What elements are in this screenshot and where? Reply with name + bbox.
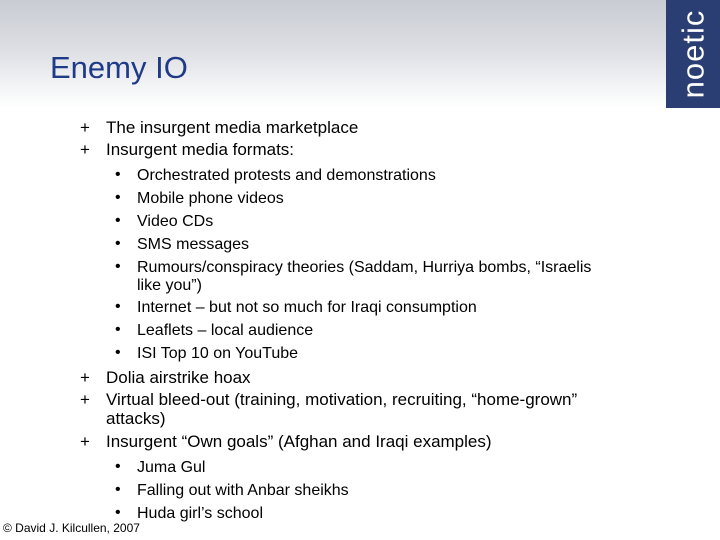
plus-marker: + (80, 390, 90, 409)
bullet-marker: • (115, 166, 121, 183)
item-text: Mobile phone videos (137, 190, 284, 207)
plus-marker: + (80, 368, 90, 387)
bullet-marker: • (115, 298, 121, 315)
plus-marker: + (80, 432, 90, 451)
bullet-marker: • (115, 189, 121, 206)
item-text: Orchestrated protests and demonstrations (137, 167, 436, 184)
logo-text: noetic (675, 9, 711, 99)
item-text: Dolia airstrike hoax (106, 368, 251, 387)
item-text: Video CDs (137, 213, 214, 230)
item-text: attacks) (106, 409, 166, 428)
plus-marker: + (80, 118, 90, 137)
copyright-footer: © David J. Kilcullen, 2007 (3, 521, 140, 535)
item-text: Falling out with Anbar sheikhs (137, 482, 349, 499)
item-text: Virtual bleed-out (training, motivation, recruiting, “home-grown” (106, 390, 578, 409)
item-text: ISI Top 10 on YouTube (137, 345, 299, 362)
item-text: Rumours/conspiracy theories (Saddam, Hurriya bombs, “Israelis (137, 259, 592, 276)
item-text: Insurgent media formats: (106, 140, 295, 159)
item-text: Insurgent “Own goals” (Afghan and Iraqi examples) (106, 432, 492, 451)
bullet-marker: • (115, 212, 121, 229)
item-text: Internet – but not so much for Iraqi consumption (137, 299, 477, 316)
bullet-marker: • (115, 258, 121, 275)
plus-marker: + (80, 140, 90, 159)
bullet-marker: • (115, 344, 121, 361)
noetic-logo (666, 0, 720, 108)
slide-header (0, 0, 720, 108)
slide-title: Enemy IO (50, 50, 188, 85)
item-text: The insurgent media marketplace (106, 118, 359, 137)
item-text: like you”) (137, 277, 202, 294)
item-text: SMS messages (137, 236, 250, 253)
item-text: Huda girl’s school (137, 505, 263, 522)
item-text: Leaflets – local audience (137, 322, 314, 339)
item-text: Juma Gul (137, 459, 206, 476)
bullet-marker: • (115, 321, 121, 338)
bullet-marker: • (115, 235, 121, 252)
bullet-marker: • (115, 504, 121, 521)
bullet-marker: • (115, 458, 121, 475)
bullet-marker: • (115, 481, 121, 498)
